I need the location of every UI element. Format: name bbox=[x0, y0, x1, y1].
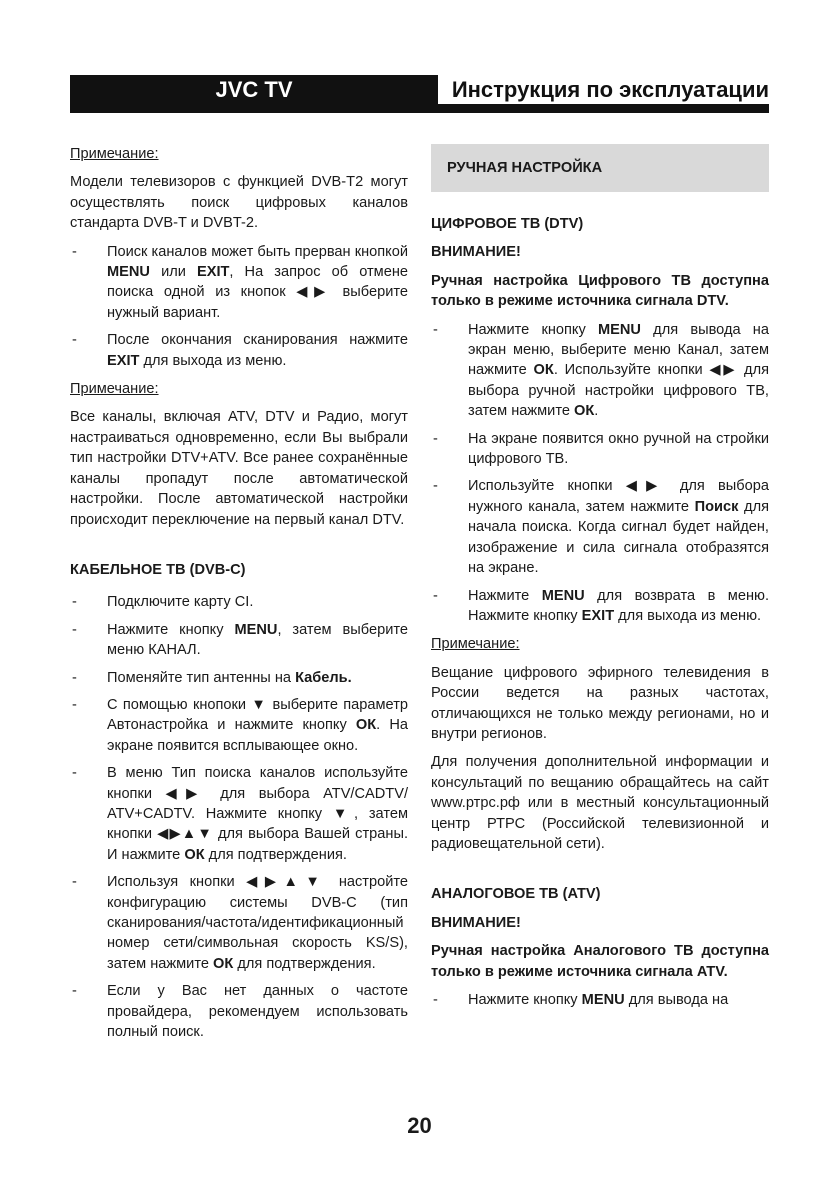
text: для подтверждения. bbox=[204, 846, 347, 863]
note-label: Примечание: bbox=[70, 146, 159, 162]
bold-text: ОК bbox=[184, 846, 205, 863]
warning-text: Ручная настройка Цифрового ТВ доступна только в режиме источника сигнала DTV. bbox=[431, 272, 769, 310]
text: Нажмите кнопку bbox=[468, 992, 582, 1008]
list-item bbox=[431, 586, 769, 627]
header-rule bbox=[438, 104, 769, 113]
paragraph: Вещание цифрового эфирного телевидения в России ведется на разных частотах, отличающихся не только между регионами, но и внутри регионов. bbox=[431, 664, 769, 742]
text: . Используйте кнопки ◀▶ для выбора ручной настройки цифрового ТВ, затем нажмите bbox=[468, 362, 769, 420]
text: На экране появится окно ручной на стройки цифрового ТВ. bbox=[468, 430, 769, 468]
bullet-list bbox=[431, 320, 769, 627]
section-heading: КАБЕЛЬНОЕ ТВ (DVB-C) bbox=[70, 561, 246, 578]
bullet-list bbox=[70, 592, 408, 1042]
bold-text: MENU bbox=[541, 587, 585, 604]
text: Нажмите bbox=[468, 587, 542, 604]
bold-text: Кабель. bbox=[295, 669, 352, 686]
list-item bbox=[70, 620, 408, 661]
text: Поменяйте тип антенны на bbox=[107, 669, 296, 686]
list-item bbox=[431, 990, 769, 1010]
bullet-list bbox=[70, 242, 408, 371]
list-item bbox=[70, 592, 408, 612]
text: для вывода на bbox=[624, 992, 729, 1008]
note-label: Примечание: bbox=[431, 636, 520, 653]
bold-text: MENU bbox=[597, 321, 641, 338]
header-title: Инструкция по эксплуатации bbox=[451, 77, 769, 102]
list-item bbox=[70, 242, 408, 324]
section-heading: АНАЛОГОВОЕ ТВ (ATV) bbox=[431, 886, 601, 903]
header-brand: JVC TV bbox=[70, 75, 438, 113]
text: Используйте кнопки ◀▶ для выбора нужного канала, затем нажмите bbox=[468, 478, 769, 515]
text: , На запрос об отмене поиска одной из кнопок ◀▶ выберите нужный вариант. bbox=[107, 264, 408, 321]
list-item bbox=[70, 872, 408, 974]
text: Используя кнопки ◀▶▲▼ настройте конфигурацию системы DVB-C (тип сканирования/частота/идентификационный номер сети/символьная скорость KS/S), затем нажмите bbox=[107, 874, 408, 972]
attention-label: ВНИМАНИЕ! bbox=[431, 914, 521, 931]
text: В меню Тип поиска каналов используйте кнопки ◀▶ для выбора ATV/CADTV/ ATV+CADTV. Нажмите кнопку ▼, затем кнопки ◀▶▲▼ для выбора Вашей страны. И нажмите bbox=[107, 765, 408, 863]
text: С помощью кнопоки ▼ выберите параметр Автонастройка и нажмите кнопку bbox=[107, 696, 408, 734]
text: для подтверждения. bbox=[233, 955, 376, 972]
text: Нажмите кнопку bbox=[107, 621, 235, 638]
list-item bbox=[70, 668, 408, 688]
text: Если у Вас нет данных о частоте провайдера, рекомендуем использовать полный поиск. bbox=[107, 983, 408, 1041]
list-item bbox=[431, 320, 769, 422]
list-item bbox=[70, 330, 408, 371]
section-title-box: РУЧНАЯ НАСТРОЙКА bbox=[431, 144, 769, 192]
paragraph: Модели телевизоров с функцией DVB-T2 могут осуществлять поиск цифровых каналов стандарта DVB-T и DVBT-2. bbox=[70, 174, 408, 232]
paragraph: Для получения дополнительной информации и консультаций по вещанию обращайтесь на сайт www.ртрс.рф или в местный консультационный центр РТРС (Российской телевизионной и радиовещательной сети). bbox=[431, 754, 769, 852]
text: , затем выберите меню КАНАЛ. bbox=[107, 621, 408, 659]
warning-text: Ручная настройка Аналогового ТВ доступна только в режиме источника сигнала ATV. bbox=[431, 943, 769, 980]
note-label: Примечание: bbox=[70, 381, 159, 398]
text: Поиск каналов может быть прерван кнопкой bbox=[107, 243, 408, 260]
right-column bbox=[431, 144, 769, 1018]
left-column bbox=[70, 144, 408, 1050]
attention-label: ВНИМАНИЕ! bbox=[431, 244, 521, 261]
bold-text: ОК bbox=[213, 955, 234, 972]
list-item bbox=[431, 476, 769, 578]
text: . bbox=[594, 403, 599, 420]
text: Нажмите кнопку bbox=[468, 321, 598, 338]
bullet-list bbox=[431, 990, 769, 1010]
list-item bbox=[431, 429, 769, 470]
page-number: 20 bbox=[407, 1113, 432, 1138]
text: Подключите карту CI. bbox=[107, 594, 254, 611]
list-item bbox=[70, 981, 408, 1042]
text: или bbox=[149, 264, 197, 281]
bold-text: EXIT bbox=[581, 607, 615, 624]
bold-text: MENU bbox=[581, 992, 625, 1008]
list-item bbox=[70, 695, 408, 756]
bold-text: MENU bbox=[107, 264, 150, 281]
text: для возврата в меню. Нажмите кнопку bbox=[468, 587, 770, 624]
bold-text: EXIT bbox=[196, 264, 230, 281]
text: для выхода из меню. bbox=[139, 352, 287, 369]
bold-text: ОК bbox=[574, 403, 595, 420]
bold-text: EXIT bbox=[107, 352, 140, 369]
bold-text: ОК bbox=[355, 717, 377, 734]
bold-text: Поиск bbox=[694, 498, 739, 515]
text: . На экране появится всплывающее окно. bbox=[107, 717, 409, 754]
list-item bbox=[70, 763, 408, 865]
paragraph: Все каналы, включая ATV, DTV и Радио, могут настраиваться одновременно, если Вы выбрали тип настройки DTV+ATV. Все ранее сохранённые каналы пропадут после автоматической настройки. После автоматической настройки происходит переключение на первый канал DTV. bbox=[70, 409, 408, 528]
text: для начала поиска. Когда сигнал будет найден, изображение и сила сигнала отобразятся на экране. bbox=[468, 498, 769, 577]
text: После окончания сканирования нажмите bbox=[107, 332, 408, 349]
section-heading: ЦИФРОВОЕ ТВ (DTV) bbox=[431, 216, 584, 232]
text: для вывода на экран меню, выберите меню Канал, затем нажмите bbox=[468, 321, 769, 379]
bold-text: ОК bbox=[533, 362, 554, 379]
text: для выхода из меню. bbox=[614, 607, 762, 624]
bold-text: MENU bbox=[234, 621, 278, 638]
